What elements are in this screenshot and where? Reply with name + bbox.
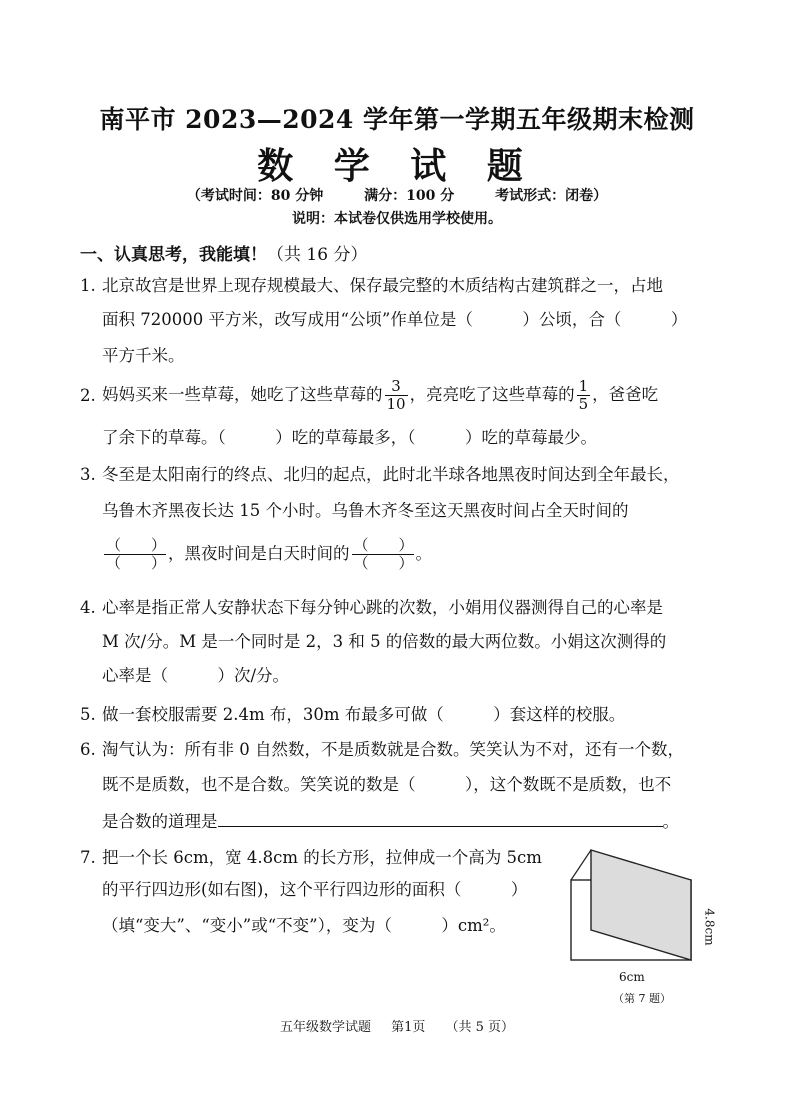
- question-text: [102, 537, 432, 572]
- question-text: 既不是质数，也不是合数。笑笑说的数是（ ），这个数既不是质数，也不: [102, 775, 672, 794]
- full-score: 满分：100 分: [364, 188, 455, 204]
- exam-info: [0, 185, 794, 205]
- question-text: 冬至是太阳南行的终点、北归的起点，此时北半球各地黑夜时间达到全年最长，: [102, 465, 680, 484]
- fraction-denominator-blank: （ ）: [353, 554, 414, 572]
- footer-total: （共 5 页）: [445, 1020, 515, 1035]
- footer-page: 第1页: [391, 1020, 426, 1035]
- question-text: 面积 720000 平方米，改写成用“公顷”作单位是（ ）公顷，合（ ）: [102, 310, 688, 329]
- question-text-part: ，亮亮吃了这些草莓的: [409, 385, 575, 404]
- answer-line[interactable]: [218, 810, 663, 827]
- footer-title: 五年级数学试题: [279, 1020, 371, 1035]
- section-heading: [80, 240, 367, 265]
- question-text: 心率是（ ）次/分。: [102, 666, 290, 685]
- question-number: 7.: [80, 848, 96, 867]
- question-number: 6.: [80, 740, 96, 759]
- figure-height-label: 4.8cm: [702, 908, 717, 946]
- blank-fraction: [104, 537, 166, 572]
- question-text: 的平行四边形(如右图)，这个平行四边形的面积（ ）: [102, 880, 528, 899]
- question-text: 做一套校服需要 2.4m 布，30m 布最多可做（ ）套这样的校服。: [102, 705, 626, 724]
- question-text: 乌鲁木齐黑夜长达 15 个小时。乌鲁木齐冬至这天黑夜时间占全天时间的: [102, 501, 629, 520]
- question-text: 了余下的草莓。（ ）吃的草莓最多，（ ）吃的草莓最少。: [102, 428, 597, 447]
- question-text-part: 是合数的道理是: [102, 812, 218, 831]
- exam-time: （考试时间：80 分钟: [186, 188, 324, 204]
- question-text: M 次/分。M 是一个同时是 2，3 和 5 的倍数的最大两位数。小娟这次测得的: [102, 632, 667, 651]
- question-text-part: ，黑夜时间是白天时间的: [168, 544, 350, 563]
- figure-caption: （第 7 题）: [613, 992, 671, 1005]
- question-text-part: 。: [662, 812, 679, 831]
- question-text: [102, 378, 658, 413]
- fraction-denominator: 10: [386, 395, 406, 413]
- subject-title: 数 学 试 题: [257, 145, 537, 187]
- question-text: 北京故宫是世界上现存规模最大、保存最完整的木质结构古建筑群之一，占地: [102, 276, 663, 295]
- question-text: （填“变大”、“变小”或“不变”），变为（ ）cm²。: [102, 916, 506, 935]
- blank-fraction: [352, 537, 414, 572]
- question-text-part: 妈妈买来一些草莓，她吃了这些草莓的: [102, 385, 383, 404]
- figure-width-label: 6cm: [619, 970, 645, 984]
- question-text-part: 。: [415, 544, 432, 563]
- fraction-numerator-blank: （ ）: [353, 536, 414, 554]
- question-text: 淘气认为：所有非 0 自然数，不是质数就是合数。笑笑认为不对，还有一个数，: [102, 740, 684, 759]
- question-number: 1.: [80, 276, 96, 295]
- fraction-numerator: 1: [578, 377, 589, 395]
- fraction-denominator-blank: （ ）: [106, 554, 167, 572]
- exam-title: 南平市 2023—2024 学年第一学期五年级期末检测: [99, 105, 695, 134]
- section-score: （共 16 分）: [267, 245, 368, 265]
- question-text: 把一个长 6cm，宽 4.8cm 的长方形，拉伸成一个高为 5cm: [102, 848, 542, 867]
- page-footer: [0, 1016, 794, 1035]
- question-text: 心率是指正常人安静状态下每分钟心跳的次数，小娟用仪器测得自己的心率是: [102, 598, 663, 617]
- edge-line: [571, 850, 591, 880]
- fraction-numerator-blank: （ ）: [106, 536, 167, 554]
- section-title: 一、认真思考，我能填！: [80, 245, 267, 265]
- question-number: 5.: [80, 705, 96, 724]
- fraction-1-5: [577, 378, 591, 413]
- exam-note: 说明：本试卷仅供选用学校使用。: [292, 211, 502, 227]
- exam-form: 考试形式：闭卷）: [495, 188, 608, 204]
- question-text: [102, 810, 679, 832]
- question-text-part: ，爸爸吃: [592, 385, 659, 404]
- question-number: 2.: [80, 386, 96, 405]
- parallelogram-figure: [563, 845, 723, 1010]
- fraction-denominator: 5: [578, 395, 589, 413]
- question-text: 平方千米。: [102, 346, 185, 365]
- question-number: 3.: [80, 465, 96, 484]
- fraction-3-10: [385, 378, 408, 413]
- question-number: 4.: [80, 598, 96, 617]
- fraction-numerator: 3: [385, 378, 408, 396]
